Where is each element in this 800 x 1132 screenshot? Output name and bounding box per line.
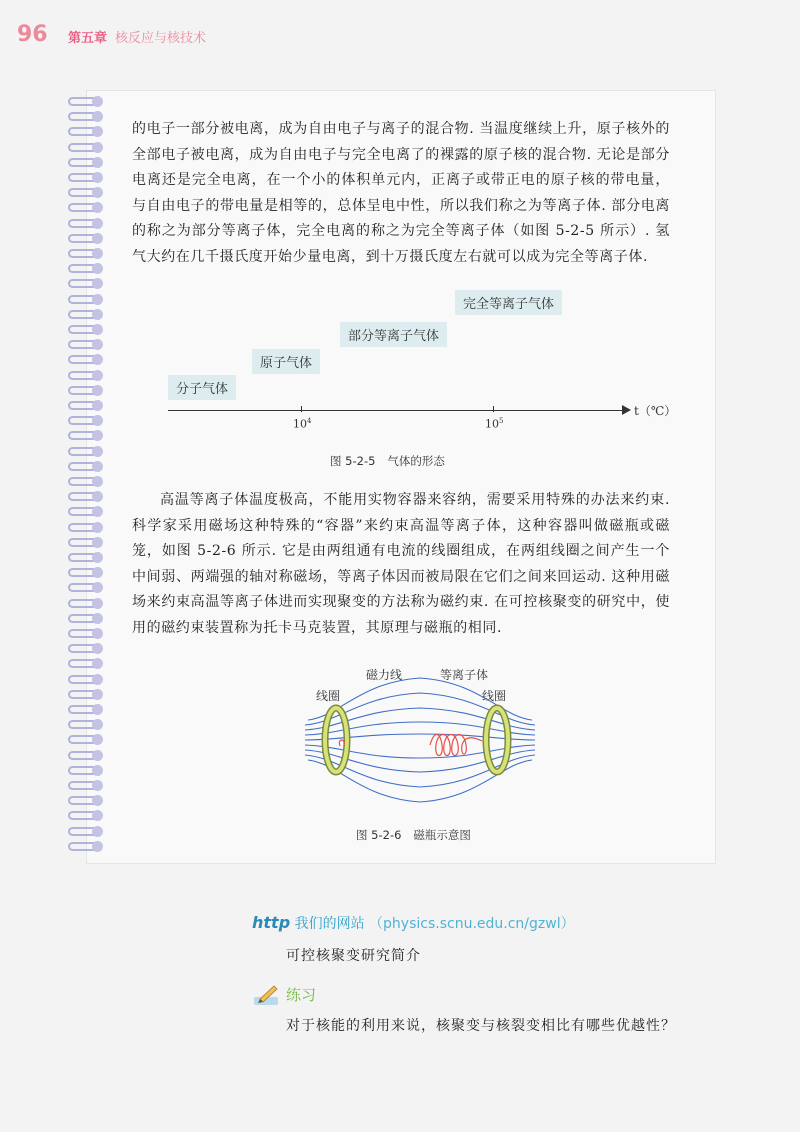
spiral-ring (68, 657, 106, 670)
state-partial-plasma: 部分等离子气体 (340, 322, 447, 347)
label-coil-right: 线圈 (482, 689, 507, 703)
spiral-ring (68, 764, 106, 777)
coil-left (325, 708, 347, 772)
tick-10-5 (493, 406, 494, 412)
axis-arrow-icon (622, 405, 631, 415)
page-number: 96 (17, 22, 48, 47)
label-plasma: 等离子体 (440, 668, 489, 682)
website-topic: 可控核聚变研究简介 (286, 948, 421, 964)
figure-gas-states (160, 285, 680, 475)
spiral-ring (68, 581, 106, 594)
figure-magnetic-bottle (300, 660, 540, 830)
spiral-ring (68, 794, 106, 807)
spiral-ring (68, 536, 106, 549)
page-header (0, 18, 800, 48)
spiral-ring (68, 156, 106, 169)
spiral-ring (68, 688, 106, 701)
label-coil-left: 线圈 (316, 689, 341, 703)
website-link[interactable] (252, 913, 575, 933)
spiral-ring (68, 186, 106, 199)
chapter-label: 第五章 (68, 31, 108, 46)
coil-right (486, 708, 508, 772)
spiral-ring (68, 445, 106, 458)
spiral-ring (68, 308, 106, 321)
spiral-ring (68, 475, 106, 488)
spiral-ring (68, 217, 106, 230)
spiral-ring (68, 141, 106, 154)
website-label: 我们的网站 (294, 916, 365, 932)
spiral-ring (68, 338, 106, 351)
spiral-ring (68, 809, 106, 822)
spiral-ring (68, 247, 106, 260)
spiral-ring (68, 749, 106, 762)
state-atomic-gas: 原子气体 (252, 349, 320, 374)
spiral-binding (68, 95, 108, 855)
chapter-title: 核反应与核技术 (115, 31, 207, 46)
spiral-ring (68, 232, 106, 245)
spiral-ring (68, 369, 106, 382)
magnetic-bottle-diagram (300, 660, 540, 830)
tick-10-4 (301, 406, 302, 412)
axis-label: t（℃） (634, 404, 677, 418)
figure-caption-5-2-6: 图 5-2-6 磁瓶示意图 (356, 828, 471, 842)
spiral-ring (68, 201, 106, 214)
plasma-trajectory (430, 735, 482, 756)
spiral-ring (68, 262, 106, 275)
spiral-ring (68, 353, 106, 366)
spiral-ring (68, 95, 106, 108)
temperature-axis (168, 410, 623, 411)
spiral-ring (68, 293, 106, 306)
spiral-ring (68, 718, 106, 731)
spiral-ring (68, 703, 106, 716)
spiral-ring (68, 627, 106, 640)
spiral-ring (68, 171, 106, 184)
tick-label-10-5: $10^5$ (485, 417, 504, 431)
spiral-ring (68, 840, 106, 853)
pencil-icon (252, 983, 282, 1007)
spiral-ring (68, 566, 106, 579)
state-full-plasma: 完全等离子气体 (455, 290, 562, 315)
spiral-ring (68, 733, 106, 746)
spiral-ring (68, 551, 106, 564)
state-molecular-gas: 分子气体 (168, 375, 236, 400)
exercise-title: 练习 (286, 986, 317, 1004)
label-field-lines: 磁力线 (366, 668, 403, 682)
exercise-question: 对于核能的利用来说，核聚变与核裂变相比有哪些优越性？ (286, 1018, 676, 1034)
spiral-ring (68, 110, 106, 123)
spiral-ring (68, 825, 106, 838)
chapter-heading (68, 27, 206, 46)
figure-caption-5-2-5: 图 5-2-5 气体的形态 (330, 454, 445, 468)
spiral-ring (68, 505, 106, 518)
spiral-ring (68, 125, 106, 138)
spiral-ring (68, 612, 106, 625)
spiral-ring (68, 277, 106, 290)
paragraph-magnetic-confinement: 高温等离子体温度极高，不能用实物容器来容纳，需要采用特殊的办法来约束. 科学家采用磁场这种特殊的“容器”来约束高温等离子体，这种容器叫做磁瓶或磁笼，如图 5-2-6 所示. 它是由两组通有电流的线圈组成，在两组线圈之间产生一个中间弱、两端强的轴对称磁场，等离子体因而被局限在它们之间来回运动. 这种用磁场来约束高温等离子体进而实现聚变的方法称为磁约束. 在可控核聚变的研究中，使用的磁约束装置称为托卡马克装置，其原理与磁瓶的相同. (132, 492, 670, 636)
spiral-ring (68, 597, 106, 610)
spiral-ring (68, 414, 106, 427)
spiral-ring (68, 323, 106, 336)
spiral-ring (68, 460, 106, 473)
spiral-ring (68, 673, 106, 686)
spiral-ring (68, 490, 106, 503)
website-url[interactable]: （physics.scnu.edu.cn/gzwl） (369, 916, 575, 932)
http-icon: http (252, 913, 291, 932)
spiral-ring (68, 429, 106, 442)
paragraph-plasma-definition: 的电子一部分被电离，成为自由电子与离子的混合物. 当温度继续上升，原子核外的全部电子被电离，成为自由电子与完全电离了的裸露的原子核的混合物. 无论是部分电离还是完全电离，在一个小的体积单元内，正离子或带正电的原子核的带电量，与自由电子的带电量是相等的，总体呈电中性，所以我们称之为等离子体. 部分电离的称之为部分等离子体，完全电离的称之为完全等离子体（如图 5-2-5 所示）. 氢气大约在几千摄氏度开始少量电离，到十万摄氏度左右就可以成为完全等离子体. (132, 121, 670, 265)
spiral-ring (68, 642, 106, 655)
tick-label-10-4: $10^4$ (293, 417, 312, 431)
spiral-ring (68, 779, 106, 792)
spiral-ring (68, 384, 106, 397)
spiral-ring (68, 399, 106, 412)
spiral-ring (68, 521, 106, 534)
